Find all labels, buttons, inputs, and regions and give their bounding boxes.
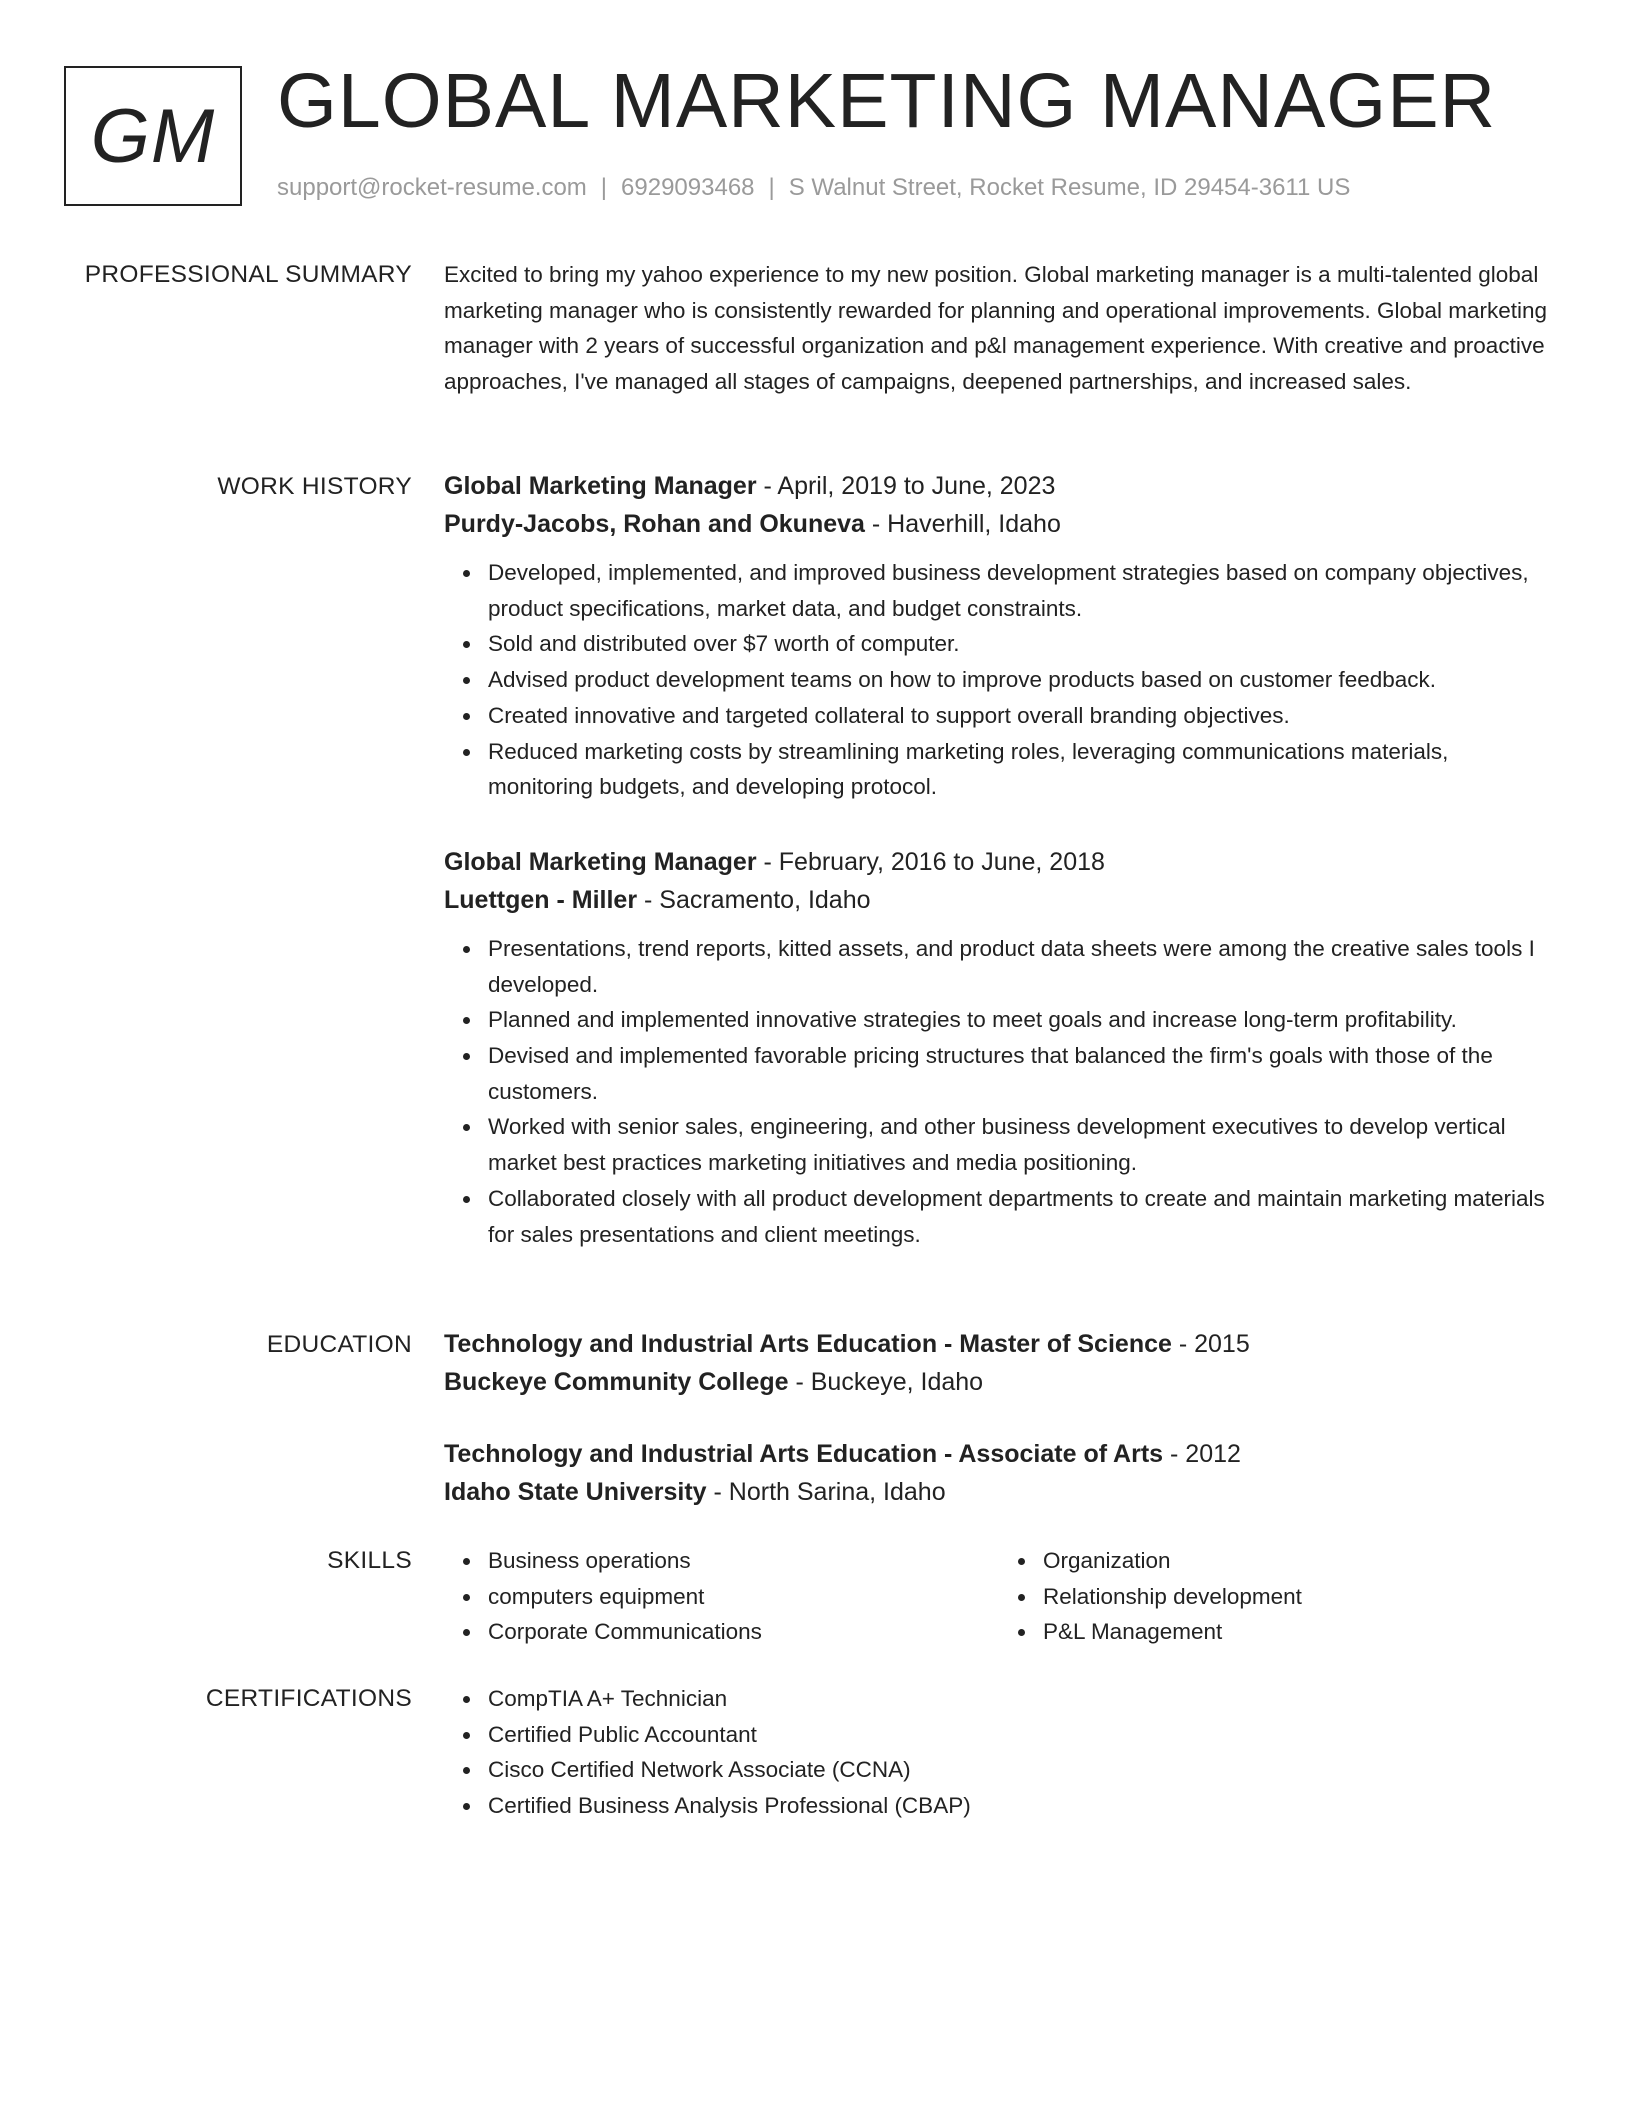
contact-address: S Walnut Street, Rocket Resume, ID 29454-3611 US — [788, 174, 1351, 201]
job-entry — [444, 843, 1554, 1252]
job-bullet: Sold and distributed over $7 worth of computer. — [488, 626, 1554, 662]
skills-columns — [444, 1543, 1554, 1650]
job-dates: - April, 2019 to June, 2023 — [756, 472, 1056, 500]
job-bullet: Devised and implemented favorable pricing structures that balanced the firm's goals with those of the customers. — [488, 1038, 1554, 1109]
job-dates: - February, 2016 to June, 2018 — [756, 847, 1105, 876]
company-name: Luettgen - Miller — [444, 885, 638, 914]
school-location: - North Sarina, Idaho — [706, 1478, 946, 1506]
job-bullets — [444, 931, 1554, 1252]
section-label: PROFESSIONAL SUMMARY — [84, 261, 412, 288]
skill-item: Corporate Communications — [488, 1614, 999, 1650]
skills-list-right — [999, 1543, 1554, 1650]
company-name: Purdy-Jacobs, Rohan and Okuneva — [444, 510, 865, 538]
school-name: Idaho State University — [444, 1478, 707, 1506]
skill-item: Business operations — [488, 1543, 999, 1579]
certifications-list — [444, 1681, 1554, 1824]
job-bullet: Advised product development teams on how to improve products based on customer feedback. — [488, 662, 1554, 698]
school-name: Buckeye Community College — [444, 1368, 789, 1396]
job-bullet: Created innovative and targeted collateral to support overall branding objectives. — [488, 698, 1554, 734]
certifications-body — [444, 1681, 1554, 1824]
monogram-initials: GM — [64, 66, 242, 206]
job-bullet: Developed, implemented, and improved business development strategies based on company objectives, product specifications, market data, and budget constraints. — [488, 555, 1554, 626]
company-line — [444, 505, 1554, 543]
section-label: EDUCATION — [266, 1331, 412, 1358]
skill-item: P&L Management — [1043, 1614, 1554, 1650]
job-bullet: Planned and implemented innovative strategies to meet goals and increase long-term profitability. — [488, 1002, 1554, 1038]
company-line — [444, 881, 1554, 919]
skill-item: Relationship development — [1043, 1579, 1554, 1615]
company-location: - Sacramento, Idaho — [637, 885, 871, 914]
job-bullet: Presentations, trend reports, kitted assets, and product data sheets were among the creative sales tools I developed. — [488, 931, 1554, 1002]
skills-body — [444, 1543, 1554, 1650]
contact-phone[interactable]: 6929093468 — [621, 174, 755, 201]
skill-item: Organization — [1043, 1543, 1554, 1579]
education-body — [444, 1325, 1554, 1545]
school-line — [444, 1363, 1554, 1401]
job-title-line — [444, 843, 1554, 881]
job-entry — [444, 467, 1554, 805]
job-title: Global Marketing Manager — [444, 472, 757, 500]
certification-item: Certified Public Accountant — [488, 1717, 1554, 1753]
education-entry — [444, 1325, 1554, 1401]
degree-year: - 2015 — [1171, 1330, 1250, 1358]
job-title-line — [444, 467, 1554, 505]
degree-line — [444, 1435, 1554, 1473]
job-bullets — [444, 555, 1554, 805]
certification-item: Certified Business Analysis Professional (CBAP) — [488, 1788, 1554, 1824]
contact-line — [277, 172, 1350, 204]
degree-name: Technology and Industrial Arts Education - Associate of Arts — [444, 1440, 1164, 1468]
contact-separator: | — [600, 174, 608, 201]
certification-item: CompTIA A+ Technician — [488, 1681, 1554, 1717]
job-title: Global Marketing Manager — [444, 847, 757, 876]
company-location: - Haverhill, Idaho — [864, 510, 1061, 538]
school-location: - Buckeye, Idaho — [788, 1368, 984, 1396]
skills-list-left — [444, 1543, 999, 1650]
certification-item: Cisco Certified Network Associate (CCNA) — [488, 1752, 1554, 1788]
job-bullet: Collaborated closely with all product development departments to create and maintain marketing materials for sales presentations and client meetings. — [488, 1181, 1554, 1252]
degree-line — [444, 1325, 1554, 1363]
work-history-body — [444, 467, 1554, 1290]
job-bullet: Reduced marketing costs by streamlining marketing roles, leveraging communications materials, monitoring budgets, and developing protocol. — [488, 734, 1554, 805]
contact-email[interactable]: support@rocket-resume.com — [277, 174, 587, 201]
summary-text: Excited to bring my yahoo experience to my new position. Global marketing manager is a multi-talented global marketing manager who is consistently rewarded for planning and operational improvements. Global marketing manager with 2 years of successful organization and p&l management experience. With creative and proactive approaches, I've managed all stages of campaigns, deepened partnerships, and increased sales. — [444, 262, 1548, 395]
school-line — [444, 1473, 1554, 1511]
degree-year: - 2012 — [1163, 1440, 1241, 1468]
skill-item: computers equipment — [488, 1579, 999, 1615]
job-bullet: Worked with senior sales, engineering, and other business development executives to develop vertical market best practices marketing initiatives and media positioning. — [488, 1109, 1554, 1180]
degree-name: Technology and Industrial Arts Education - Master of Science — [444, 1330, 1172, 1358]
section-label: WORK HISTORY — [217, 473, 412, 500]
section-label: CERTIFICATIONS — [205, 1685, 412, 1712]
summary-body — [444, 257, 1554, 400]
education-entry — [444, 1435, 1554, 1511]
contact-separator: | — [768, 174, 775, 201]
section-label: SKILLS — [327, 1547, 412, 1574]
resume-title: GLOBAL MARKETING MANAGER — [277, 58, 1497, 144]
